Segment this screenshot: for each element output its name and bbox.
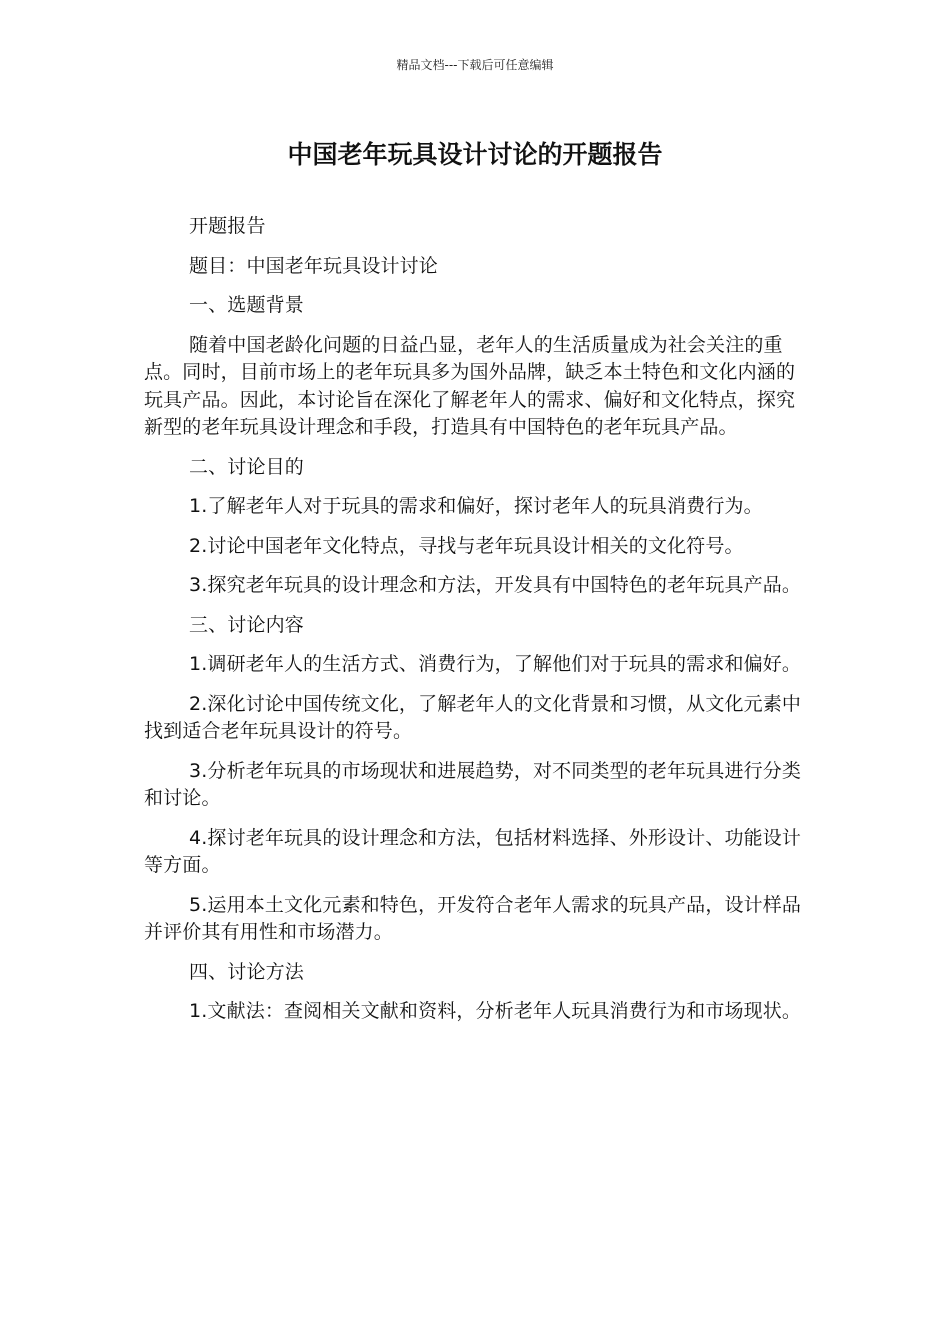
header-note: 精品文档---下载后可任意编辑 (396, 58, 554, 72)
purpose-item-3: 3.探究老年玩具的设计理念和方法，开发具有中国特色的老年玩具产品。 (189, 574, 802, 596)
section-heading-content: 三、讨论内容 (189, 613, 304, 636)
purpose-item-1: 1.了解老年人对于玩具的需求和偏好，探讨老年人的玩具消费行为。 (189, 495, 763, 517)
content-item-1: 1.调研老年人的生活方式、消费行为，了解他们对于玩具的需求和偏好。 (189, 653, 802, 675)
paragraph-background: 随着中国老龄化问题的日益凸显，老年人的生活质量成为社会关注的重点。同时，目前市场上的老年玩具多为国外品牌，缺乏本土特色和文化内涵的玩具产品。因此，本讨论旨在深化了解老年人的需求、偏好和文化特点，探究新型的老年玩具设计理念和手段，打造具有中国特色的老年玩具产品。 (144, 333, 796, 438)
content-item-5: 5.运用本土文化元素和特色，开发符合老年人需求的玩具产品，设计样品并评价其有用性和市场潜力。 (144, 893, 802, 943)
content-item-2: 2.深化讨论中国传统文化，了解老年人的文化背景和习惯，从文化元素中找到适合老年玩具设计的符号。 (144, 692, 802, 742)
document-body (144, 213, 806, 1038)
section-heading-background: 一、选题背景 (189, 294, 304, 316)
paragraph-report-label: 开题报告 (189, 215, 266, 237)
method-item-1: 1.文献法：查阅相关文献和资料，分析老年人玩具消费行为和市场现状。 (189, 1000, 802, 1022)
paragraph-topic: 题目：中国老年玩具设计讨论 (189, 254, 438, 277)
content-item-3: 3.分析老年玩具的市场现状和进展趋势，对不同类型的老年玩具进行分类和讨论。 (144, 759, 802, 809)
document-title: 中国老年玩具设计讨论的开题报告 (287, 140, 663, 169)
content-item-4: 4.探讨老年玩具的设计理念和方法，包括材料选择、外形设计、功能设计等方面。 (144, 826, 802, 876)
section-heading-method: 四、讨论方法 (189, 960, 304, 983)
section-heading-purpose: 二、讨论目的 (189, 455, 304, 478)
purpose-item-2: 2.讨论中国老年文化特点，寻找与老年玩具设计相关的文化符号。 (189, 534, 744, 557)
